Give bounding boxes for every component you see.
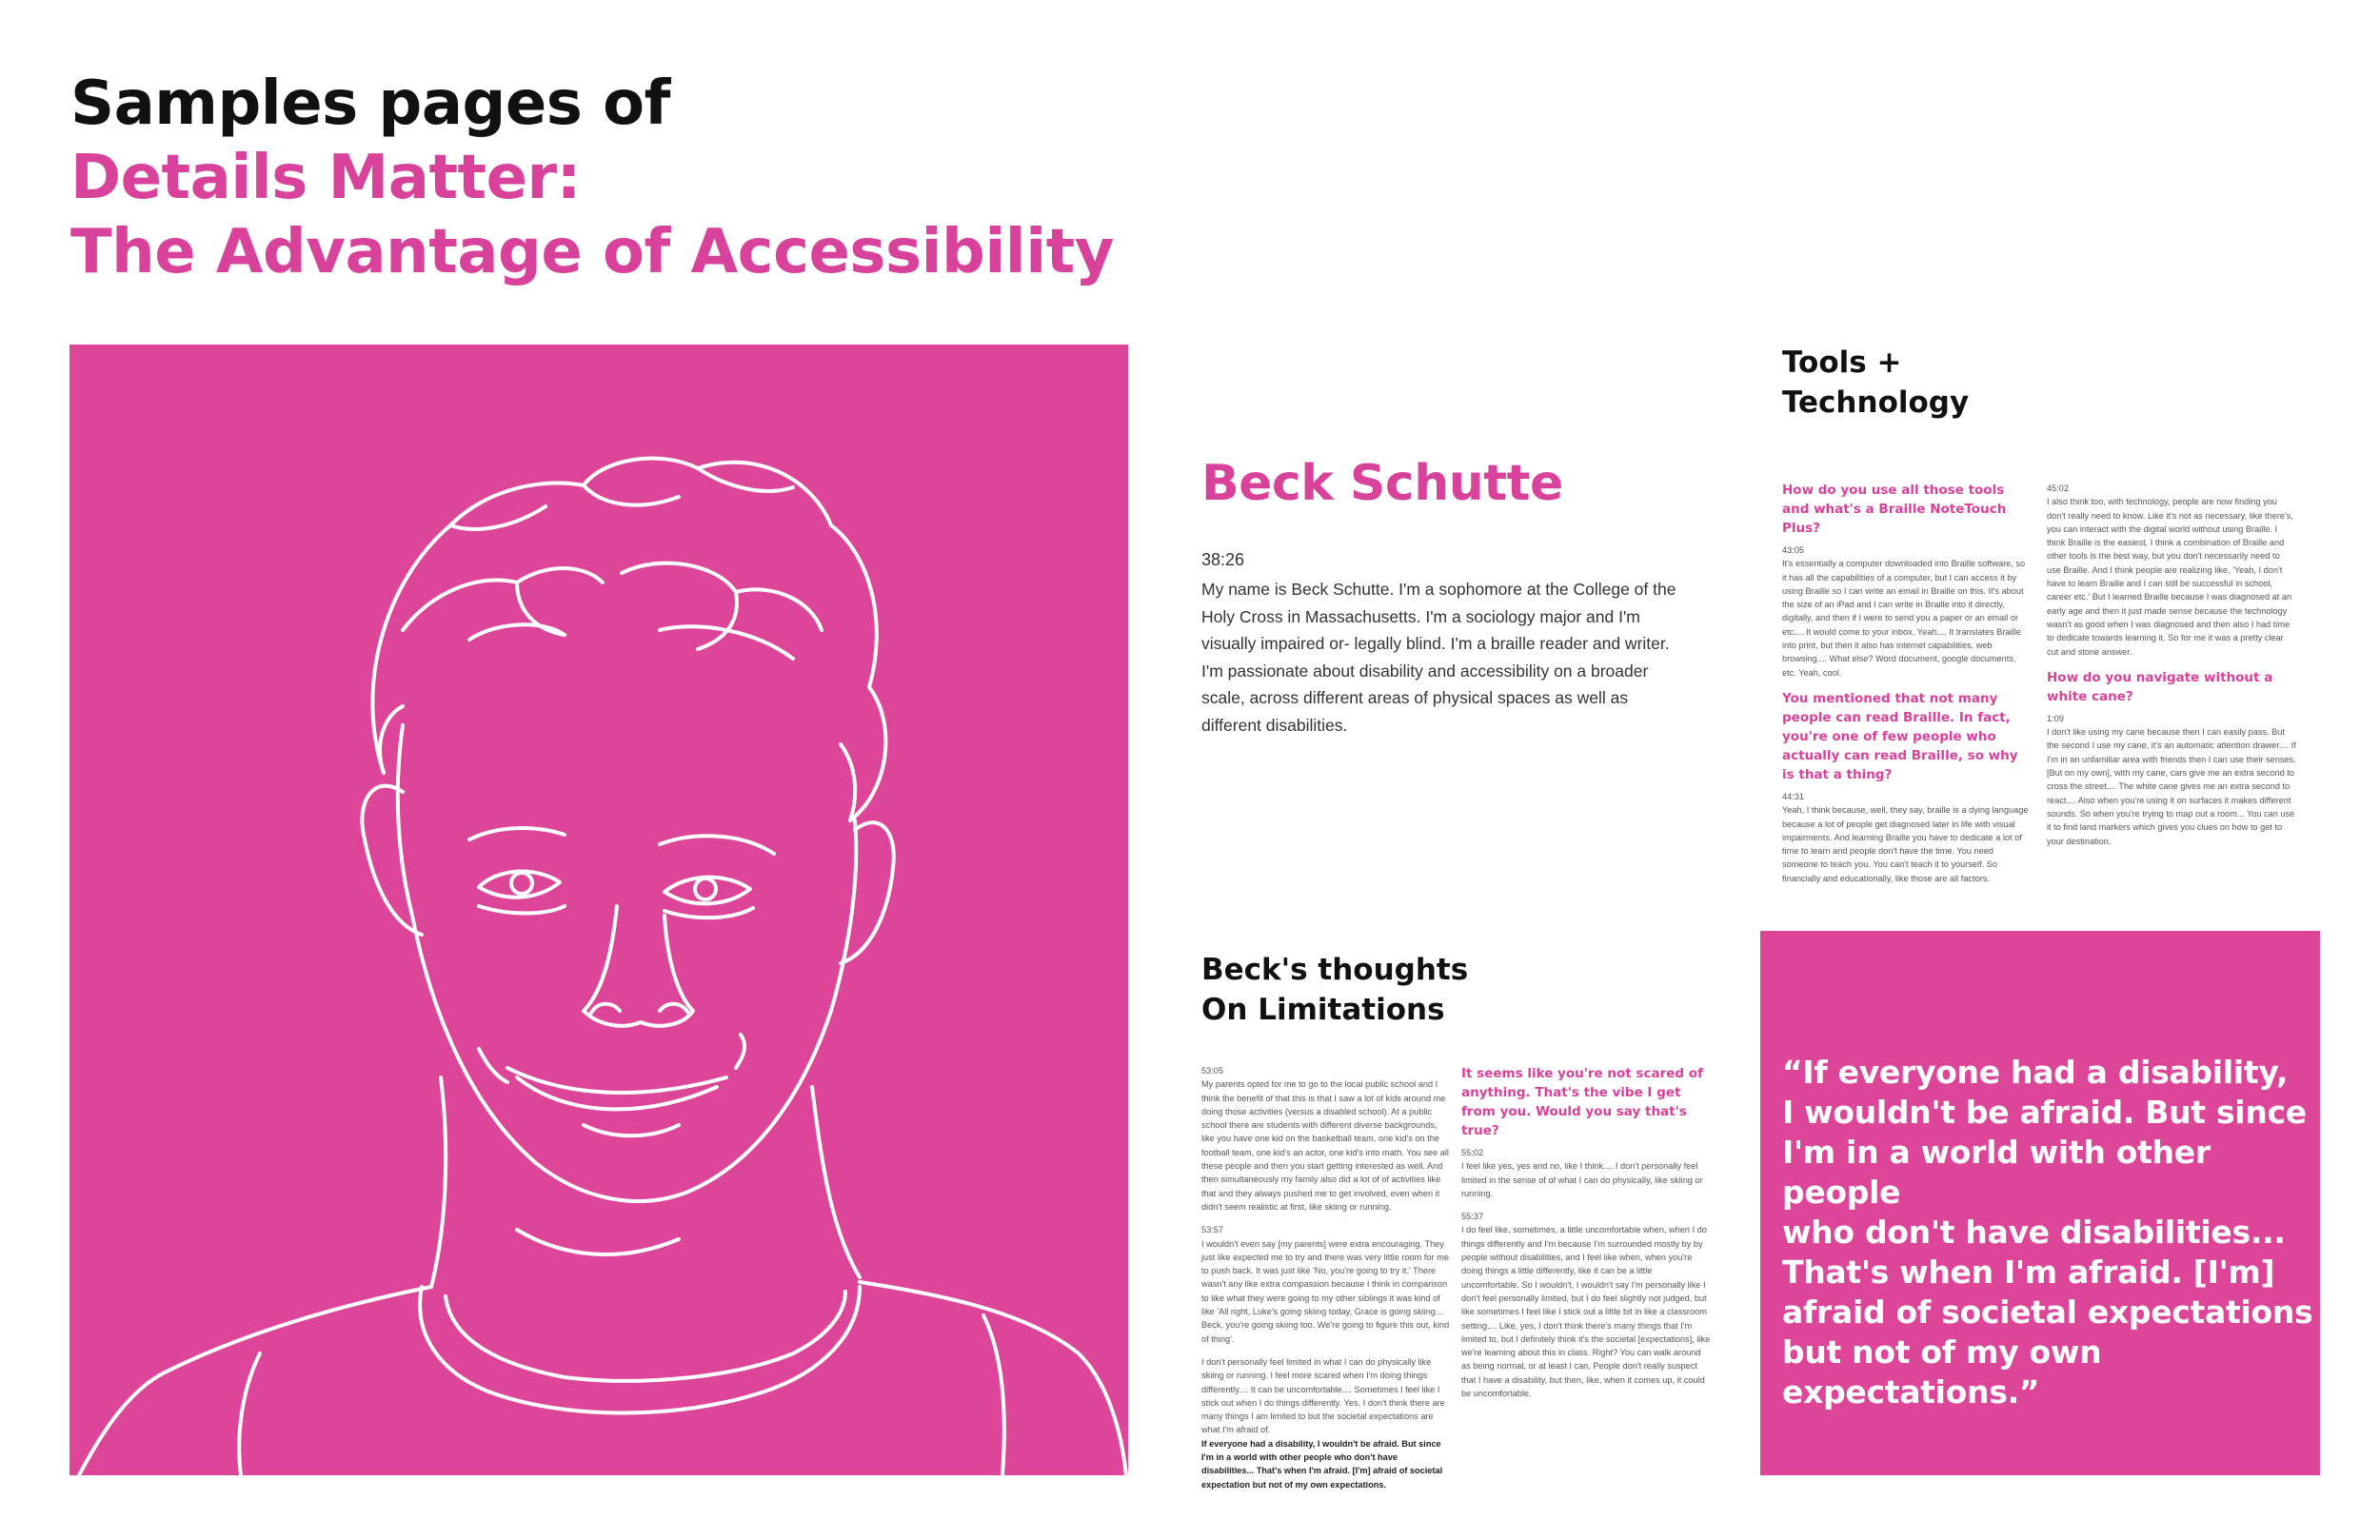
page-title (70, 67, 1114, 289)
timestamp: 55:37 (1461, 1212, 1483, 1222)
limitations-column-2 (1461, 1064, 1711, 1410)
limitations-column-1 (1201, 1064, 1451, 1491)
timestamp: 53:57 (1201, 1225, 1223, 1235)
timestamp: 1:09 (2047, 713, 2064, 723)
tools-question-white-cane: How do you navigate without a white cane? (2047, 669, 2273, 704)
portrait-illustration (69, 345, 1128, 1475)
answer-text: It's essentially a computer downloaded into Braille software, so it has all the capabilities of a computer, but I can access it by using Braille so I can write an email in Braille on this. It's about the size of an iPad and I can write in Braille into it directly, digitally, and then if I were to send you a paper or an email or etc.... It would come to your inbox. Yeah.... It translates Braille into print, but then it also has internet capabilities, web browsing.... What else? Word document, google documents, etc. Yeah, cool. (1782, 559, 2026, 678)
quote-line: That's when I'm afraid. [I'm] (1782, 1254, 2275, 1291)
intro-paragraph: My name is Beck Schutte. I'm a sophomore at the College of the Holy Cross in Massachusetts. I'm a sociology major and I'm visually impaired or- legally blind. I'm a braille reader and writer. I'm passionate about disability and accessibility on a broader scale, across different areas of physical spaces as well as different disabilities. (1201, 580, 1676, 735)
quote-line: I wouldn't be afraid. But since (1782, 1094, 2307, 1131)
answer-text: I wouldn't even say [my parents] were extra encouraging. They just like expected me to try and there was very little room for me to push back. It was just like 'No, you're going to try it.' There wasn't any like extra compassion because I think in comparison to like what they were going to my other siblings it was kind of like 'All right, Luke's going skiing today, Grace is going skiing... Beck, you're going skiing too. We're going to figure this out, kind of thing'. (1201, 1238, 1450, 1344)
answer-text: Yeah, I think because, well, they say, braille is a dying language because a lot of people get diagnosed later in life with visual impairments. And learning Braille you have to dedicate a lot of time to learn and people don't have the time. You need someone to teach you. You can't teach it to yourself. So financially and educationally, like those are all factors. (1782, 805, 2029, 883)
intro-timestamp: 38:26 (1201, 550, 1245, 569)
timestamp: 45:02 (2047, 484, 2069, 493)
quote-line: I'm in a world with other people (1782, 1134, 2211, 1211)
answer-text: I feel like yes, yes and no, like I think.... I don't personally feel limited in the sense of of what I can do physically, like skiing or running. (1461, 1161, 1703, 1198)
limitations-title-line-2: On Limitations (1201, 993, 1445, 1027)
answer-bold-conclusion: If everyone had a disability, I wouldn't be afraid. But since I'm in a world with other people who don't have disabilities... That's when I'm afraid. [I'm] afraid of societal expectation but not of my own expectations. (1201, 1438, 1443, 1490)
answer-text: I don't personally feel limited in what I can do physically like skiing or running. I feel more scared when I'm doing things differently.... It can be uncomfortable.... Sometimes I feel like I stick out when I do things differently. Yes, I don't think there are many things I am limited to but the societal expectations are what I'm afraid of. (1201, 1356, 1445, 1435)
answer-text: I do feel like, sometimes, a little uncomfortable when, when I do things differently and I'm because I'm surrounded mostly by by people without disabilities, and I feel like when, when you're doing things a little differently, like it can be a little uncomfortable. So I wouldn't, I wouldn't say I'm personally like I don't feel personally limited, but I do feel slightly not judged, but like sometimes I feel like I stick out a little bit in like a classroom setting.... Like, yes, I don't think there's many things that I'm limited to, but I definitely think it's the societal [expectations], like we're learning about this in class. Right? You can walk around as being normal, or at least I can. People don't really suspect that I have a disability, but then, like, when it comes up, it could be uncomfortable. (1461, 1225, 1711, 1399)
tools-section-title (1782, 343, 1969, 423)
quote-line: who don't have disabilities... (1782, 1214, 2286, 1251)
timestamp: 44:31 (1782, 791, 1804, 801)
tools-question-reading-braille: You mentioned that not many people can read Braille. In fact, you're one of few people who actually can read Braille, so why is that a thing? (1782, 690, 2018, 782)
pull-quote (1782, 1053, 2315, 1412)
tools-column-2 (2047, 482, 2296, 858)
tools-title-line-1: Tools + (1782, 346, 1902, 380)
timestamp: 55:02 (1461, 1148, 1483, 1157)
tools-question-braille-notetouch: How do you use all those tools and what's a Braille NoteTouch Plus? (1782, 483, 2007, 536)
answer-text: I don't like using my cane because then I can easily pass. But the second I use my cane, it's an automatic attention drawer.... If I'm in an unfamiliar area with friends then I can use their senses. [But on my own], with my cane, cars give me an extra second to cross the street.... The white cane gives me an extra second to react.... Also when you're using it on surfaces it makes different sounds. So when you're trying to map out a room... You can use it to find land markers which gives you clues on how to get to your destination. (2047, 727, 2296, 846)
limitations-question-fear: It seems like you're not scared of anything. That's the vibe I get from you. Would you say that's true? (1461, 1066, 1703, 1138)
limitations-section-title (1201, 950, 1468, 1030)
limitations-title-line-1: Beck's thoughts (1201, 953, 1469, 987)
quote-line: “If everyone had a disability, (1782, 1054, 2289, 1091)
title-line-1: Samples pages of (70, 69, 670, 139)
timestamp: 43:05 (1782, 545, 1804, 555)
title-line-2: Details Matter: (70, 143, 581, 213)
quote-line: but not of my own expectations.” (1782, 1333, 2102, 1411)
answer-text: I also think too, with technology, people are now finding you don't really need to know. Like it's not as necessary, like there's, you can interact with the digital world without using Braille. I think Braille is the easiest. I think a combination of Braille and other tools is the best way, but you don't necessarily need to use Braille. And I think people are realizing like, 'Yeah, I don't have to learn Braille and I can still be successful in school, career etc.' But I learned Braille because I was diagnosed at an early age and then it just made sense because the technology wasn't as good when I was diagnosed and then also I had time to dedicate towards learning it. So for me it was a pretty clear cut and stone answer. (2047, 497, 2293, 657)
answer-text: My parents opted for me to go to the local public school and I think the benefit of that this is that I saw a lot of kids around me doing those activities (versus a disabled school). At a public school there are students with different diverse backgrounds, like you have one kid on the basketball team, one kid's on the football team, one kid's an actor, one kid's into math. You see all these people and then you start getting interested as well. And then simultaneously my family also did a lot of of activities like that and they always pushed me to get involved, even when it didn't seem realistic at first, like skiing or running. (1201, 1079, 1449, 1212)
quote-line: afraid of societal expectations (1782, 1293, 2313, 1331)
tools-title-line-2: Technology (1782, 385, 1970, 420)
tools-column-1 (1782, 481, 2032, 895)
title-line-3: The Advantage of Accessibility (70, 217, 1114, 287)
portrait-line-art (69, 345, 1128, 1475)
timestamp: 53:05 (1201, 1066, 1223, 1076)
profile-name: Beck Schutte (1201, 455, 1563, 512)
